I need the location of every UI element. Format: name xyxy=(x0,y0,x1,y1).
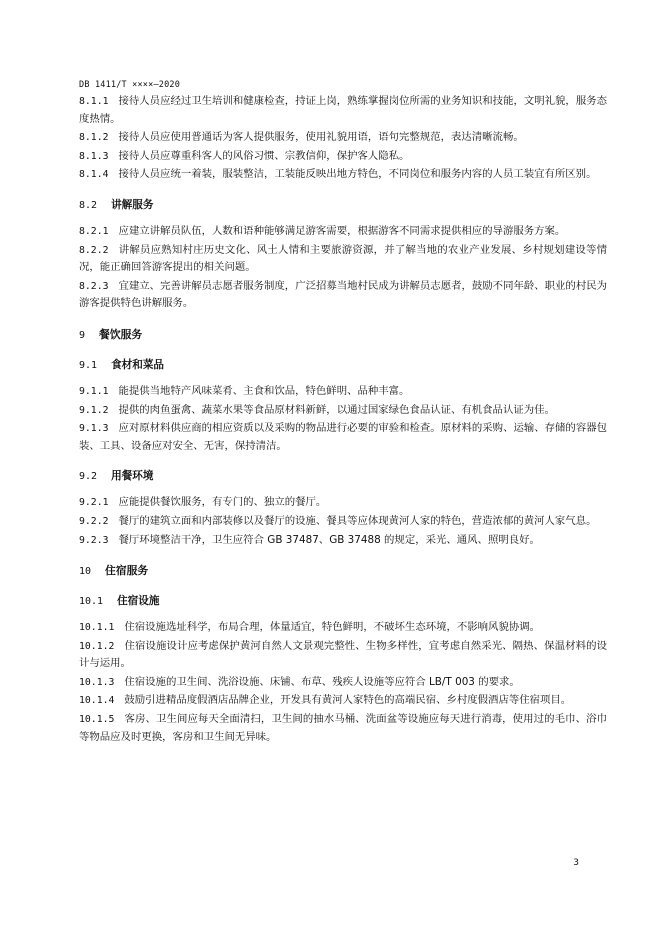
clause-number: 9.2.2 xyxy=(79,515,109,527)
clause-number: 10.1.3 xyxy=(79,676,115,688)
section-heading xyxy=(79,327,607,344)
clause-text: 住宿设施选址科学，布局合理，体量适宜，特色鲜明，不破坏生态环境，不影响风貌协调。 xyxy=(124,621,541,634)
clause-text: 提供的肉鱼蛋禽、蔬菜水果等食品原材料新鲜，以通过国家绿色食品认证、有机食品认证为佳。 xyxy=(118,403,555,416)
clause-paragraph xyxy=(79,532,607,550)
section-heading xyxy=(79,563,607,580)
clause-text: 接待人员应经过卫生培训和健康检查，持证上岗，熟练掌握岗位所需的业务知识和技能，文明礼貌，服务态度热情。 xyxy=(79,95,607,125)
clause-number: 9.1 xyxy=(79,359,98,371)
clause-text: 应能提供餐饮服务，有专门的、独立的餐厅。 xyxy=(118,496,327,509)
clause-text: 客房、卫生间应每天全面清扫，卫生间的抽水马桶、洗面盆等设施应每天进行消毒，使用过的毛巾、浴巾等物品应及时更换，客房和卫生间无异味。 xyxy=(79,713,607,743)
subsection-heading xyxy=(79,468,607,485)
clause-number: 10.1 xyxy=(79,596,104,608)
clause-text: 接待人员应尊重科客人的风俗习惯、宗教信仰，保护客人隐私。 xyxy=(118,149,410,162)
document-header: DB 1411/T ××××—2020 xyxy=(79,80,181,90)
clause-number: 8.1.4 xyxy=(79,169,109,181)
clause-text: 住宿服务 xyxy=(105,564,149,578)
clause-text: 鼓励引进精品度假酒店品牌企业，开发具有黄河人家特色的高端民宿、乡村度假酒店等住宿项目。 xyxy=(124,694,572,707)
clause-number: 8.2 xyxy=(79,199,98,211)
clause-number: 8.1.3 xyxy=(79,150,109,162)
clause-paragraph xyxy=(79,242,607,277)
subsection-heading xyxy=(79,593,607,610)
clause-number: 8.1.2 xyxy=(79,132,109,144)
clause-text: 宜建立、完善讲解员志愿者服务制度，广泛招募当地村民成为讲解员志愿者，鼓励不同年龄、职业的村民为游客提供特色讲解服务。 xyxy=(79,279,607,310)
clause-paragraph xyxy=(79,674,607,692)
clause-number: 10.1.1 xyxy=(79,622,115,634)
page-number: 3 xyxy=(573,858,579,868)
clause-paragraph xyxy=(79,223,607,241)
clause-text: 餐厅环境整洁干净，卫生应符合 GB 37487、GB 37488 的规定，采光、通风、照明良好。 xyxy=(118,533,540,546)
clause-text: 应建立讲解员队伍，人数和语种能够满足游客需要，根据游客不同需求提供相应的导游服务方案。 xyxy=(118,224,566,237)
clause-number: 10 xyxy=(79,566,92,578)
clause-number: 9.2 xyxy=(79,471,98,483)
subsection-heading xyxy=(79,197,607,214)
clause-text: 住宿设施设计应考虑保护黄河自然人文景观完整性、生物多样性，宜考虑自然采光、隔热、保温材料的设计与运用。 xyxy=(79,639,607,670)
clause-text: 食材和菜品 xyxy=(111,358,165,371)
clause-number: 9.2.3 xyxy=(79,534,109,546)
clause-paragraph xyxy=(79,420,607,455)
clause-number: 8.1.1 xyxy=(79,96,109,107)
clause-text: 讲解服务 xyxy=(111,198,154,211)
clause-number: 9.1.3 xyxy=(79,423,109,435)
clause-number: 10.1.5 xyxy=(79,714,115,726)
clause-number: 8.2.1 xyxy=(79,225,109,237)
clause-paragraph xyxy=(79,166,607,184)
clause-paragraph xyxy=(79,402,607,420)
clause-number: 9.1.1 xyxy=(79,385,109,397)
clause-paragraph xyxy=(79,278,607,313)
clause-paragraph xyxy=(79,129,607,147)
clause-paragraph xyxy=(79,692,607,710)
clause-text: 接待人员应使用普通话为客人提供服务，使用礼貌用语，语句完整规范，表达清晰流畅。 xyxy=(118,131,524,144)
clause-text: 住宿设施的卫生间、洗浴设施、床铺、布草、残疾人设施等应符合 LB/T 003 的要求。 xyxy=(124,675,520,688)
clause-text: 讲解员应熟知村庄历史文化、风土人情和主要旅游资源，并了解当地的农业产业发展、乡村规划建设等情况，能正确回答游客提出的相关问题。 xyxy=(79,243,607,274)
clause-text: 餐饮服务 xyxy=(99,327,143,341)
clause-text: 能提供当地特产风味菜肴、主食和饮品，特色鲜明、品种丰富。 xyxy=(118,384,410,397)
clause-paragraph xyxy=(79,494,607,512)
document-body xyxy=(79,93,607,747)
clause-number: 8.2.2 xyxy=(79,244,109,256)
subsection-heading xyxy=(79,357,607,374)
clause-paragraph xyxy=(79,383,607,401)
clause-text: 应对原材料供应商的相应资质以及采购的物品进行必要的审验和检查。原材料的采购、运输、存储的容器包装、工具、设备应对安全、无害，保持清洁。 xyxy=(79,422,607,452)
clause-text: 接待人员应统一着装，服装整洁，工装能反映出地方特色，不同岗位和服务内容的人员工装宜有所区别。 xyxy=(118,168,597,181)
clause-paragraph xyxy=(79,513,607,531)
clause-number: 8.2.3 xyxy=(79,280,109,292)
clause-paragraph xyxy=(79,148,607,166)
clause-number: 10.1.4 xyxy=(79,695,115,707)
clause-paragraph xyxy=(79,93,607,128)
clause-number: 9.2.1 xyxy=(79,497,109,509)
clause-text: 住宿设施 xyxy=(117,595,160,608)
clause-text: 用餐环境 xyxy=(111,470,154,483)
clause-text: 餐厅的建筑立面和内部装修以及餐厅的设施、餐具等应体现黄河人家的特色，营造浓郁的黄河人家气息。 xyxy=(118,514,597,527)
clause-paragraph xyxy=(79,711,607,746)
clause-number: 9 xyxy=(79,329,86,341)
clause-number: 9.1.2 xyxy=(79,404,109,416)
clause-paragraph xyxy=(79,619,607,637)
clause-number: 10.1.2 xyxy=(79,640,115,652)
clause-paragraph xyxy=(79,638,607,673)
